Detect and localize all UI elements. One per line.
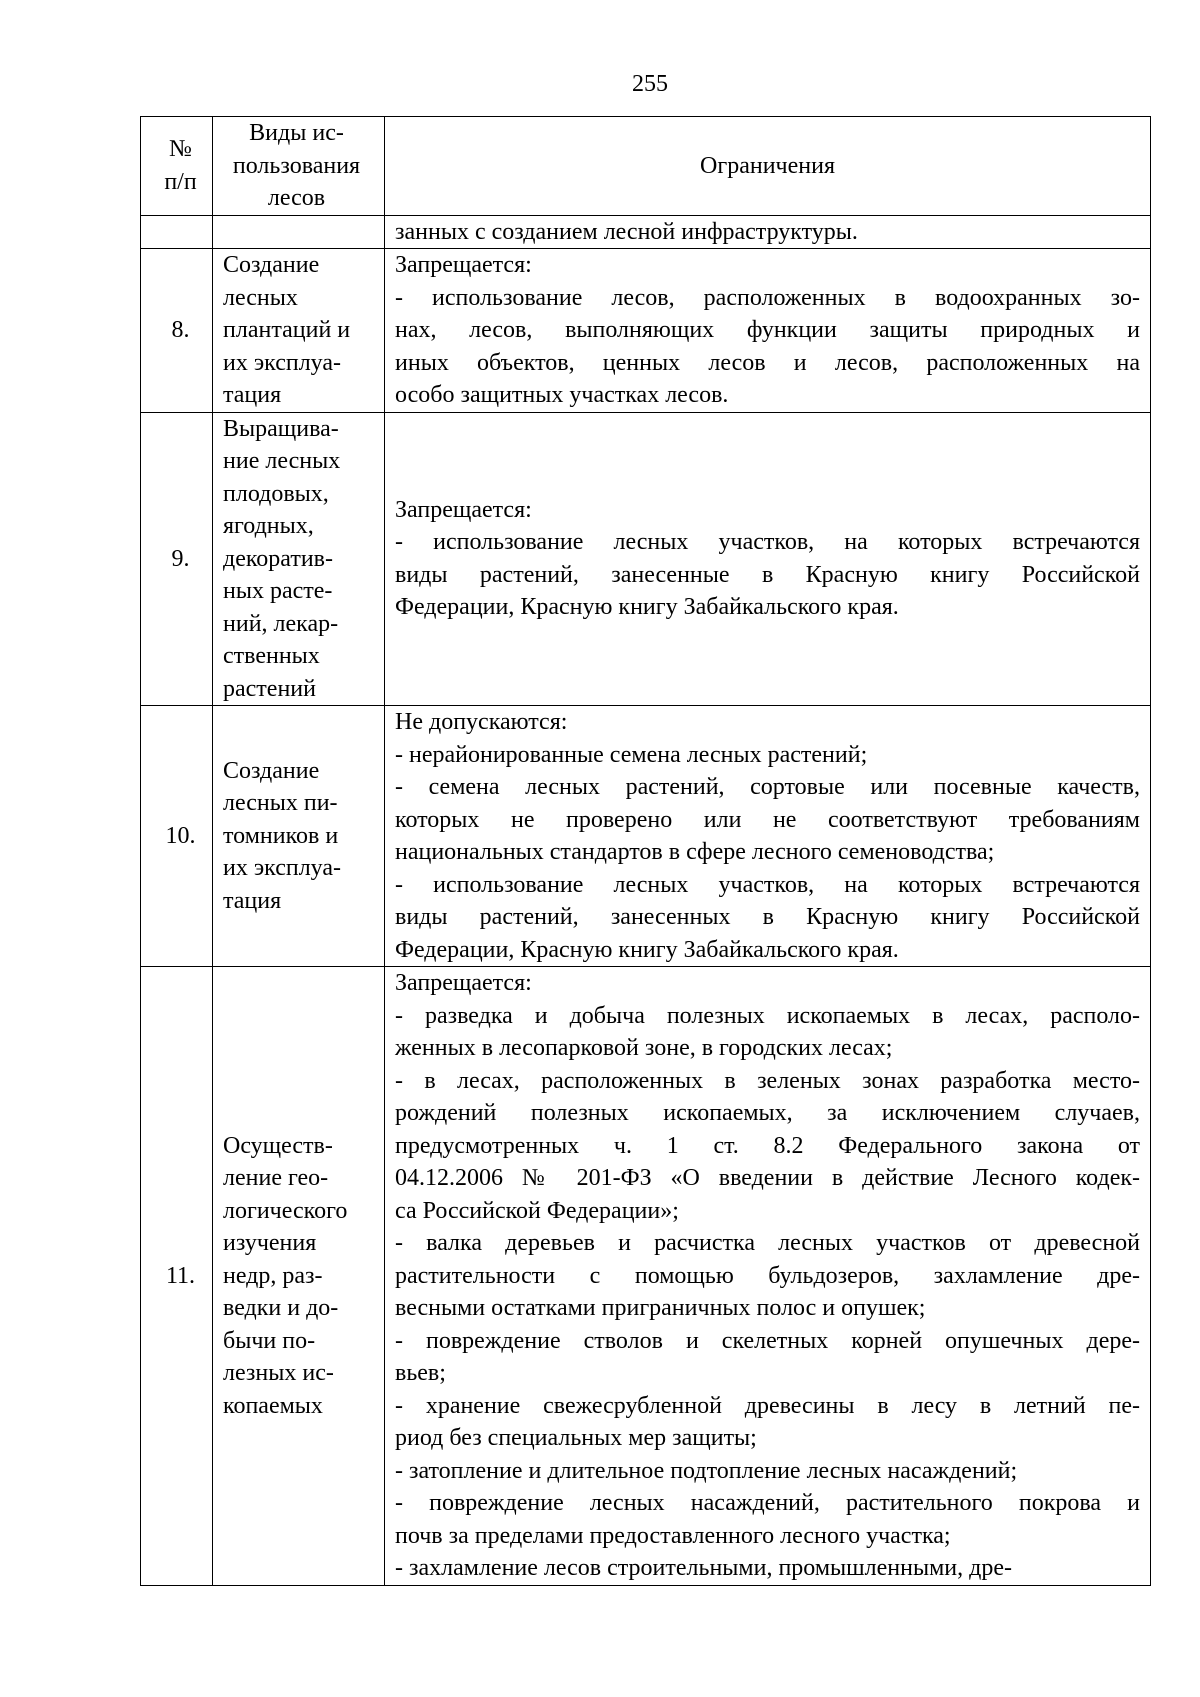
restriction-line: которых не проверено или не соответствуют требованиям [395,806,1140,833]
restriction-line: вьев; [395,1360,446,1386]
restriction-line: почв за пределами предоставленного лесного участка; [395,1522,951,1549]
row-use-type-cell [213,967,385,1586]
restriction-line: Не допускаются: [395,709,568,735]
restriction-line: рождений полезных ископаемых, за исключением случаев, [395,1100,1140,1126]
header-num-cell [141,117,213,216]
use-type-line: тация [223,382,282,408]
row-use-type-cell [213,249,385,413]
use-type-line: ление гео- [223,1165,329,1191]
row-restriction-cell [385,706,1151,967]
restriction-line: - затопление и длительное подтопление лесных насаждений; [395,1457,1018,1484]
use-type-line: изучения [223,1230,317,1256]
restrictions-table [140,116,1151,1586]
header-type-line: Виды ис- [249,120,344,146]
restriction-line: растительности с помощью бульдозеров, захламление дре- [395,1262,1140,1289]
continuation-num-cell [141,215,213,249]
restriction-line: Федерации, Красную книгу Забайкальского края. [395,594,899,621]
use-type-line: копаемых [223,1392,323,1419]
restriction-line: иных объектов, ценных лесов и лесов, расположенных на [395,349,1140,376]
use-type-line: ние лесных [223,448,341,474]
use-type-line: лесных пи- [223,790,338,817]
continuation-type-cell [213,215,385,249]
row-restriction-cell [385,412,1151,706]
restriction-line: - повреждение лесных насаждений, растительного покрова и [395,1490,1140,1516]
use-type-line: их эксплуа- [223,855,342,882]
restriction-line: виды растений, занесенных в Красную книгу Российской [395,904,1140,930]
restriction-line: - нерайонированные семена лесных растений; [395,741,868,768]
row-use-type-cell [213,412,385,706]
restriction-line: Запрещается: [395,252,532,278]
table-body [141,117,1151,1586]
row-number-cell: 10. [141,706,213,967]
use-type-line: декоратив- [223,545,333,572]
restriction-line: - использование лесов, расположенных в водоохранных зо- [395,284,1140,311]
restriction-line: - хранение свежесрубленной древесины в лесу в летний пе- [395,1392,1140,1419]
row-number-cell: 9. [141,412,213,706]
table-row [141,249,1151,413]
header-limit-label: Ограничения [700,152,835,179]
use-type-line: лесных [223,284,298,311]
restriction-line: - захламление лесов строительными, промышленными, дре- [395,1555,1012,1581]
restriction-line: риод без специальных мер защиты; [395,1425,757,1451]
use-type-line: растений [223,675,316,702]
use-type-line: ягодных, [223,513,314,539]
use-type-line: плодовых, [223,480,329,507]
restriction-line: - повреждение стволов и скелетных корней опушечных дере- [395,1327,1140,1354]
use-type-line: логического [223,1197,348,1224]
use-type-line: ственных [223,643,320,669]
continuation-row [141,215,1151,249]
use-type-line: Осуществ- [223,1132,333,1159]
restriction-line: - семена лесных растений, сортовые или посевные качеств, [395,774,1140,800]
row-restriction-cell [385,249,1151,413]
restriction-line: Запрещается: [395,970,532,996]
header-limit-cell [385,117,1151,216]
row-number-cell: 11. [141,967,213,1586]
use-type-line: плантаций и [223,317,351,343]
restriction-line: весными остатками приграничных полос и опушек; [395,1295,926,1321]
restriction-line: особо защитных участках лесов. [395,382,729,408]
use-type-line: недр, раз- [223,1262,323,1289]
restriction-line: нах, лесов, выполняющих функции защиты природных и [395,317,1140,343]
header-type-line: пользования [232,152,361,179]
restriction-line: предусмотренных ч. 1 ст. 8.2 Федерального закона от [395,1132,1140,1159]
use-type-line: Выращива- [223,415,339,442]
use-type-line: томников и [223,822,339,849]
restriction-line: 04.12.2006 № 201-ФЗ «О введении в действие Лесного кодек- [395,1165,1140,1191]
table-row [141,967,1151,1586]
restriction-line: са Российской Федерации»; [395,1197,679,1224]
row-number-cell: 8. [141,249,213,413]
restriction-line: женных в лесопарковой зоне, в городских лесах; [395,1035,893,1061]
restriction-line: - валка деревьев и расчистка лесных участков от древесной [395,1230,1140,1256]
row-restriction-cell [385,967,1151,1586]
use-type-line: ведки и до- [223,1295,339,1321]
continuation-limit-cell [385,215,1151,249]
restriction-line: Федерации, Красную книгу Забайкальского края. [395,936,899,963]
use-type-line: лезных ис- [223,1360,334,1386]
page-number: 255 [632,71,668,97]
table-row [141,706,1151,967]
restriction-line: виды растений, занесенные в Красную книгу Российской [395,561,1140,588]
row-use-type-cell [213,706,385,967]
header-num-line: п/п [164,168,197,195]
header-type-line: лесов [267,185,326,211]
header-num-line: № [169,136,192,163]
use-type-line: бычи по- [223,1327,316,1354]
use-type-line: Создание [223,252,320,278]
restriction-line: Запрещается: [395,496,532,523]
restriction-line: национальных стандартов в сфере лесного семеноводства; [395,839,995,865]
restriction-line: - использование лесных участков, на которых встречаются [395,529,1140,556]
continuation-limit-line: занных с созданием лесной инфраструктуры. [395,218,858,245]
header-type-cell [213,117,385,216]
use-type-line: Создание [223,757,320,784]
use-type-line: их эксплуа- [223,349,342,376]
restriction-line: - использование лесных участков, на которых встречаются [395,871,1140,898]
restriction-line: - в лесах, расположенных в зеленых зонах разработка место- [395,1067,1140,1094]
use-type-line: тация [223,887,282,914]
restriction-line: - разведка и добыча полезных ископаемых в лесах, располо- [395,1002,1140,1029]
use-type-line: ных расте- [223,578,333,604]
use-type-line: ний, лекар- [223,610,339,637]
table-row [141,412,1151,706]
table-header-row [141,117,1151,216]
